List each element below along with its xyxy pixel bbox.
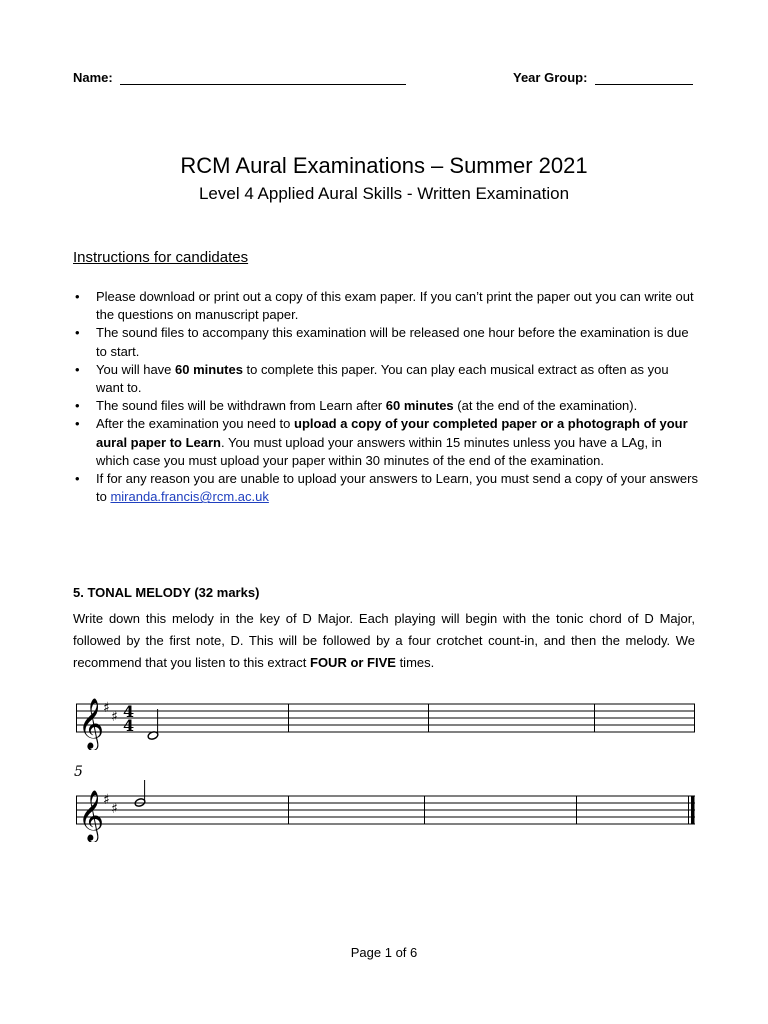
list-item: • You will have 60 minutes to complete this paper. You can play each musical extract as often as you want to. bbox=[75, 361, 669, 396]
list-item: • The sound files to accompany this examination will be released one hour before the examination is due to start. bbox=[75, 325, 689, 359]
section-instructions: Write down this melody in the key of D Major. Each playing will begin with the tonic chord of D Major, followed by the first note, D. This will be followed by a four crotchet count-in, and then the melody. We recommend that you listen to this extract FOUR or FIVE times. bbox=[73, 611, 695, 670]
name-label: Name: bbox=[73, 70, 113, 85]
year-group-label: Year Group: bbox=[513, 70, 588, 85]
instructions-heading: Instructions for candidates bbox=[73, 249, 249, 266]
list-item: • After the examination you need to upload a copy of your completed paper or a photograph of your aural paper to Learn. You must upload your answers within 15 minutes unless you have a LAg, in which case you must upload your paper within 30 minutes of the end of the examination. bbox=[75, 416, 688, 468]
list-item: • If for any reason you are unable to upload your answers to Learn, you must send a copy of your answers to miranda.francis@rcm.ac.uk bbox=[75, 471, 698, 505]
year-group-field bbox=[513, 70, 693, 85]
list-item: • The sound files will be withdrawn from Learn after 60 minutes (at the end of the examination). bbox=[73, 397, 698, 415]
music-staff-1[interactable] bbox=[70, 688, 700, 750]
bullet-icon: • bbox=[75, 398, 80, 414]
name-field bbox=[73, 70, 406, 85]
bullet-icon: • bbox=[75, 325, 80, 341]
time-signature-bottom: 4 bbox=[123, 716, 135, 735]
sharp-icon: ♯ bbox=[111, 709, 118, 725]
section-heading: 5. TONAL MELODY (32 marks) bbox=[73, 585, 260, 600]
bullet-icon: • bbox=[75, 289, 80, 304]
time-signature-top: 4 bbox=[123, 702, 135, 721]
final-barline bbox=[691, 796, 695, 824]
bullet-icon: • bbox=[75, 416, 80, 432]
sharp-icon: ♯ bbox=[111, 801, 118, 817]
name-input-line[interactable] bbox=[120, 70, 406, 85]
email-link[interactable]: miranda.francis@rcm.ac.uk bbox=[110, 489, 269, 505]
list-item: • Please download or print out a copy of this exam paper. If you can’t print the paper out you can write out the questions on manuscript paper. bbox=[75, 289, 694, 323]
treble-clef-icon: 𝄞 bbox=[78, 698, 105, 749]
page-title: RCM Aural Examinations – Summer 2021 bbox=[180, 153, 588, 178]
sharp-icon: ♯ bbox=[103, 792, 110, 808]
bullet-icon: • bbox=[75, 361, 80, 377]
page-subtitle: Level 4 Applied Aural Skills - Written Examination bbox=[198, 184, 570, 203]
music-staff-2[interactable] bbox=[70, 780, 700, 842]
instructions-list bbox=[73, 288, 698, 506]
measure-number: 5 bbox=[74, 764, 83, 780]
treble-clef-icon: 𝄞 bbox=[78, 790, 105, 841]
sharp-icon: ♯ bbox=[103, 700, 110, 716]
year-group-input-line[interactable] bbox=[595, 70, 693, 85]
bullet-icon: • bbox=[75, 471, 80, 487]
page-number: Page 1 of 6 bbox=[350, 945, 418, 960]
